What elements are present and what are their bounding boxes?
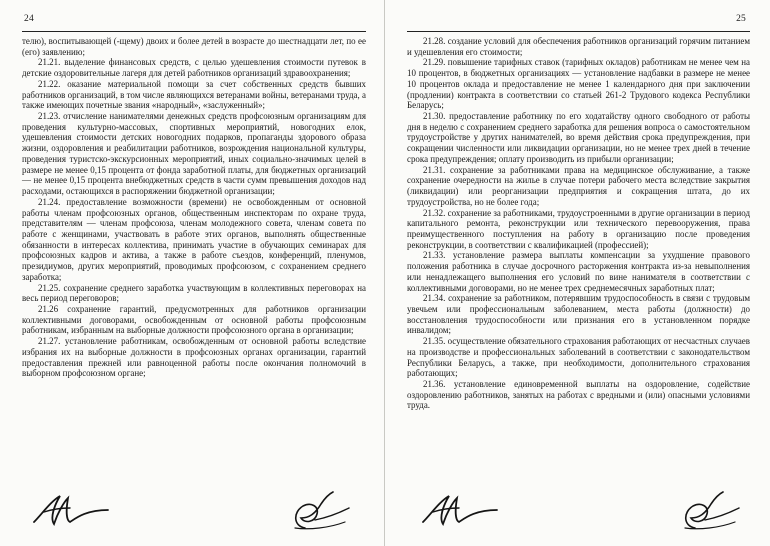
signature-right-1 — [419, 488, 501, 532]
paragraph: 21.24. предоставление возможности (времени) не освобожденным от основной работы членам профсоюзных органов, общественным инспекторам по охране труда, представителям — членам профсоюза, членам молодежного совета, членам совета по работе с женщинами, участвовать в работе этих органов, выполнять общественные обязанности в интересах коллектива, принимать участие в обучающих семинарах для профсоюзных кадров и актива, а также в работе съездов, конференций, пленумов, президиумов, других мероприятий, проводимых профсоюзом, с сохранением среднего заработка; — [22, 196, 366, 282]
signature-right-2 — [675, 488, 745, 534]
page-number-left: 24 — [24, 14, 34, 24]
page-number-right: 25 — [736, 14, 746, 24]
paragraph: 21.28. создание условий для обеспечения работников организаций горячим питанием и удешевления его стоимости; — [407, 36, 750, 57]
paragraph: 21.29. повышение тарифных ставок (тарифных окладов) работникам не менее чем на 10 процентов, в бюджетных организациях — установление надбавки в размере не менее 10 процентов оклада и предоставление не менее 1 календарного дня при заключении (продлении) контракта в соответствии со статьей 261-2 Трудового кодекса Республики Беларусь; — [407, 57, 750, 111]
paragraph: 21.35. осуществление обязательного страхования работающих от несчастных случаев на производстве и профессиональных заболеваний в соответствии с законодательством Республики Беларусь, а также, при необходимости, дополнительного страхования работающих; — [407, 336, 750, 379]
paragraph: 21.30. предоставление работнику по его ходатайству одного свободного от работы дня в неделю с сохранением среднего заработка для решения вопроса о самостоятельном трудоустройстве у других нанимателей, во время действия срока предупреждения, при сокращении численности или ликвидации организации, но не менее трех дней в течение срока предупреждения; оплату производить из прибыли организации; — [407, 111, 750, 164]
right-page-text — [407, 36, 750, 411]
paragraph: 21.25. сохранение среднего заработка участвующим в коллективных переговорах на весь период переговоров; — [22, 282, 366, 304]
paragraph: 21.36. установление единовременной выплаты на оздоровление, содействие оздоровлению работников, занятых на работах с вредными и (или) опасными условиями труда. — [407, 379, 750, 411]
signature-left-2 — [285, 488, 355, 534]
paragraph: телю), воспитывающей (-щему) двоих и более детей в возрасте до шестнадцати лет, по ее (его) заявлению; — [22, 36, 366, 57]
paragraph: 21.21. выделение финансовых средств, с целью удешевления стоимости путевок в детские оздоровительные лагеря для детей работников организаций здравоохранения; — [22, 57, 366, 79]
paragraph: 21.33. установление размера выплаты компенсации за ухудшение правового положения работника в случае досрочного расторжения контракта из-за невыполнения или ненадлежащего выполнения его условий по вине нанимателя в соответствии с коллективными договорами, но не менее трех среднемесячных заработных плат; — [407, 250, 750, 293]
left-page-text — [22, 36, 366, 379]
header-rule-right — [407, 31, 750, 32]
paragraph: 21.32. сохранение за работниками, трудоустроенными в другие организации в период капитального ремонта, реконструкции или технического перевооружения, права преимущественного поступления на работу в организацию после проведения реконструкции, в соответствии с квалификацией (профессией); — [407, 207, 750, 250]
header-rule-left — [22, 31, 366, 32]
right-page — [385, 0, 770, 546]
paragraph: 21.23. отчисление нанимателями денежных средств профсоюзным организациям для проведения культурно-массовых, спортивных мероприятий, новогодних елок, удешевления стоимости детских новогодних подарков, пропаганды здорового образа жизни, оздоровления и реабилитации работников, возрождения национальной культуры, проведения туристско-экскурсионных мероприятий, иных социально-значимых целей в размере не менее 0,15 процента от фонда заработной платы, для бюджетных организаций — не менее 0,15 процента внебюджетных средств в части сумм превышения доходов над расходами, остающихся в распоряжении бюджетной организации; — [22, 111, 366, 197]
paragraph: 21.26 сохранение гарантий, предусмотренных для работников организации коллективными договорами, освобожденным от основной работы профсоюзным работникам, избранным на выборные должности профсоюзного органа в организации; — [22, 303, 366, 336]
signature-left-1 — [30, 488, 112, 532]
paragraph: 21.22. оказание материальной помощи за счет собственных средств бывших работников организаций, в том числе являющихся ветеранами войны, ветеранами труда, а также имеющих почетные звания «народный», «заслуженный»; — [22, 78, 366, 111]
paragraph: 21.34. сохранение за работником, потерявшим трудоспособность в связи с трудовым увечьем или профессиональным заболеванием, места работы (должности) до восстановления трудоспособности или признания его в установленном порядке инвалидом; — [407, 293, 750, 336]
paragraph: 21.31. сохранение за работниками права на медицинское обслуживание, а также сохранение очередности на жилье в случае потери рабочего места вследствие закрытия (ликвидации) или реорганизации предприятия и сокращения штата, до их трудоустройства, но не более года; — [407, 164, 750, 207]
paragraph: 21.27. установление работникам, освобожденным от основной работы вследствие избрания их на выборные должности в профсоюзных органах организации, гарантий предоставления прежней или равноценной работы после окончания полномочий в выборном профсоюзном органе; — [22, 336, 366, 379]
